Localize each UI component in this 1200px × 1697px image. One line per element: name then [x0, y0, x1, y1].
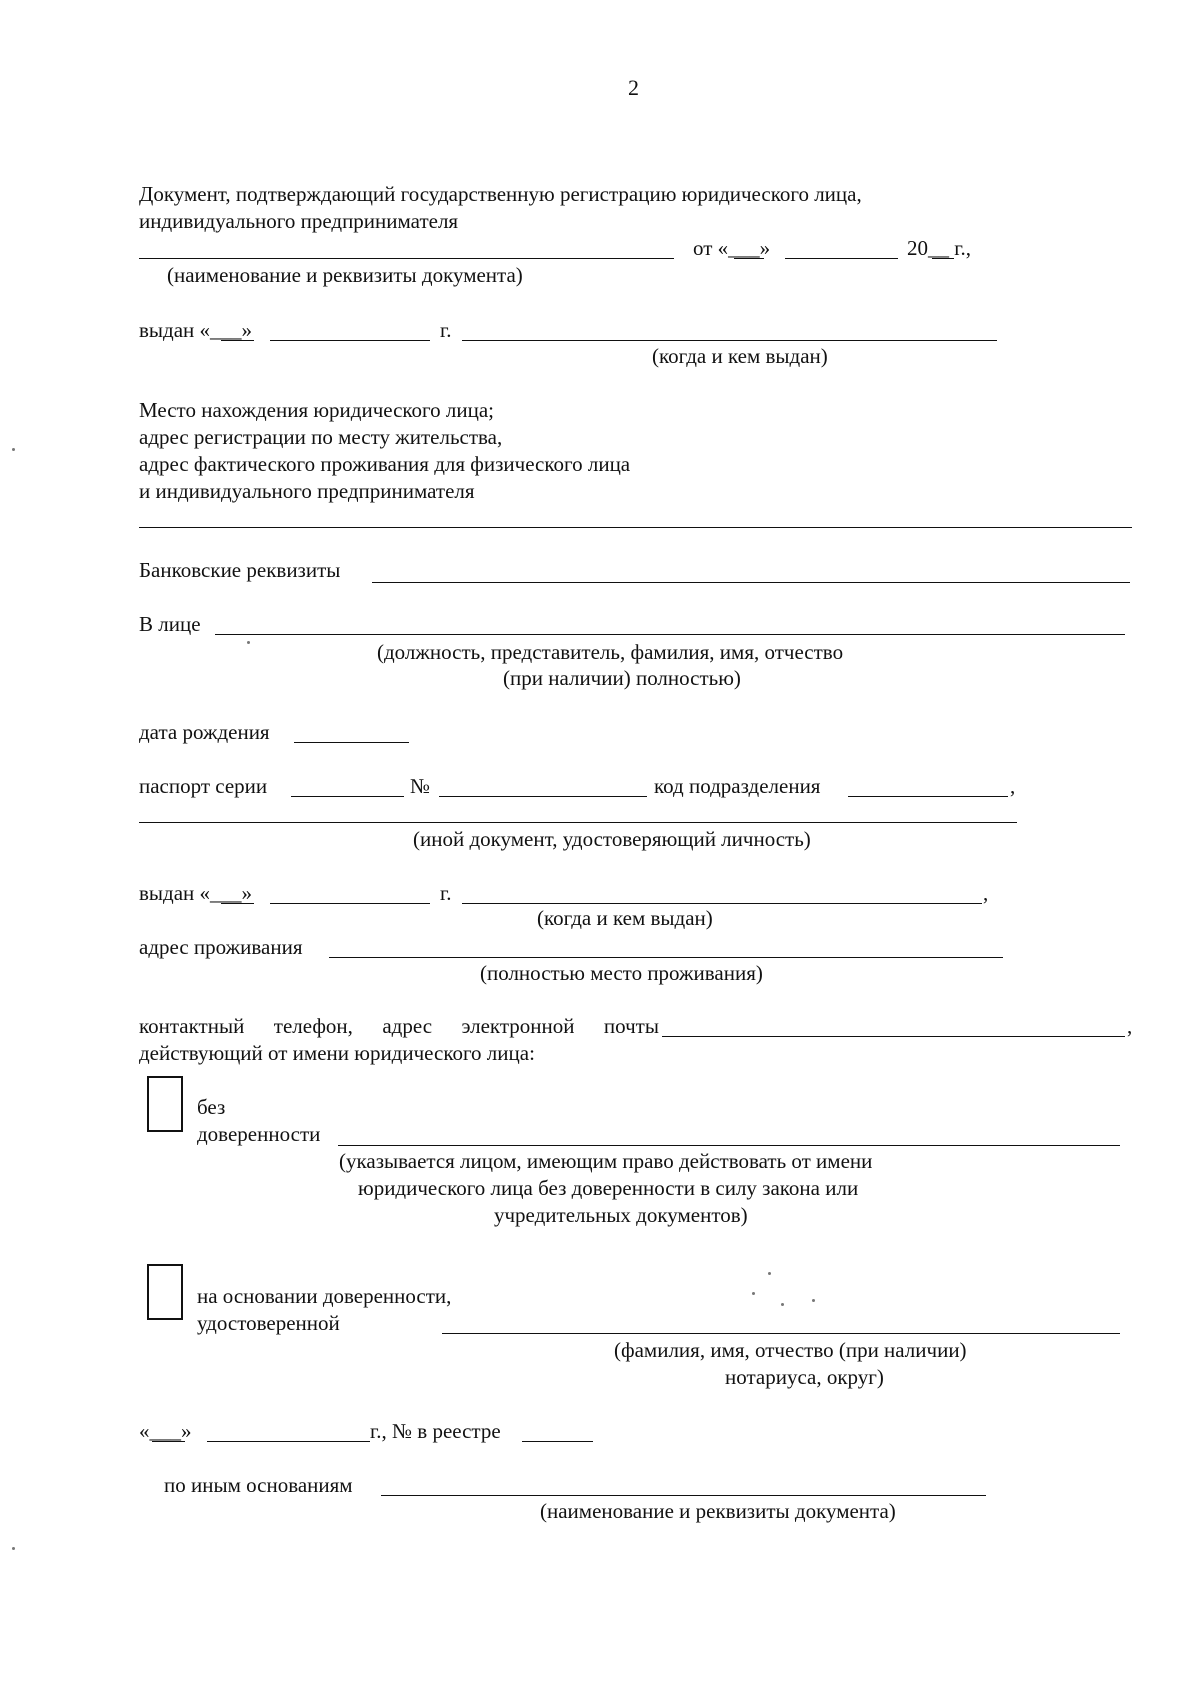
- notary-caption-2: нотариуса, округ): [725, 1365, 884, 1389]
- scan-speck: [12, 448, 15, 451]
- doc-reg-year-field[interactable]: [932, 258, 954, 259]
- issued-2-g: г.: [440, 881, 452, 905]
- contact-comma: ,: [1127, 1014, 1133, 1038]
- contact-word-5: почты: [603, 1014, 659, 1038]
- bank-field[interactable]: [372, 582, 1130, 583]
- residence-field[interactable]: [329, 957, 1003, 958]
- registry-month-field[interactable]: [207, 1441, 370, 1442]
- no-proxy-caption-1: (указывается лицом, имеющим право действовать от имени: [339, 1149, 873, 1173]
- no-proxy-caption-3: учредительных документов): [494, 1203, 748, 1227]
- other-grounds-field[interactable]: [381, 1495, 986, 1496]
- other-id-doc-field[interactable]: [139, 822, 1017, 823]
- passport-comma: ,: [1010, 774, 1016, 798]
- other-grounds-caption: (наименование и реквизиты документа): [540, 1499, 896, 1523]
- no-proxy-checkbox[interactable]: [147, 1076, 183, 1132]
- scan-speck: [768, 1272, 771, 1275]
- proxy-line-1: на основании доверенности,: [197, 1284, 452, 1308]
- registry-quote: «___»: [139, 1419, 192, 1443]
- doc-reg-month-field[interactable]: [785, 258, 898, 259]
- address-line-3: адрес фактического проживания для физического лица: [139, 452, 631, 476]
- doc-reg-line-1: Документ, подтверждающий государственную регистрацию юридического лица,: [139, 182, 862, 206]
- issued-2-label: выдан «___»: [139, 881, 253, 905]
- person-field[interactable]: [215, 634, 1125, 635]
- doc-reg-name-field[interactable]: [139, 258, 674, 259]
- issued-2-by-field[interactable]: [462, 903, 982, 904]
- issued-1-caption: (когда и кем выдан): [652, 344, 828, 368]
- doc-reg-caption: (наименование и реквизиты документа): [167, 263, 523, 287]
- contact-word-2: телефон,: [273, 1014, 353, 1038]
- registry-number-field[interactable]: [522, 1441, 593, 1442]
- contact-label: [139, 1016, 659, 1037]
- other-grounds-label: по иным основаниям: [164, 1473, 353, 1497]
- notary-caption-1: (фамилия, имя, отчество (при наличии): [614, 1338, 967, 1362]
- contact-word-1: контактный: [139, 1014, 245, 1038]
- other-id-doc-caption: (иной документ, удостоверяющий личность): [413, 827, 811, 851]
- passport-number-field[interactable]: [439, 796, 647, 797]
- person-caption-1: (должность, представитель, фамилия, имя, отчество: [377, 640, 844, 664]
- contact-word-4: электронной: [461, 1014, 575, 1038]
- issued-1-by-field[interactable]: [462, 340, 997, 341]
- doc-reg-day-field[interactable]: [734, 258, 764, 259]
- issued-2-comma: ,: [983, 881, 989, 905]
- no-proxy-field[interactable]: [338, 1145, 1120, 1146]
- acting-label: действующий от имени юридического лица:: [139, 1041, 535, 1065]
- scan-speck: [752, 1292, 755, 1295]
- scan-speck: [812, 1299, 815, 1302]
- birth-field[interactable]: [294, 742, 409, 743]
- address-line-1: Место нахождения юридического лица;: [139, 398, 495, 422]
- doc-reg-year-label: 20__ г.,: [907, 236, 971, 260]
- issued-2-day-field[interactable]: [221, 903, 254, 904]
- doc-reg-ot-label: от «___»: [693, 236, 771, 260]
- registry-day-field[interactable]: [152, 1441, 185, 1442]
- passport-series-field[interactable]: [291, 796, 404, 797]
- scan-speck: [247, 641, 250, 644]
- issued-1-label: выдан «___»: [139, 318, 253, 342]
- proxy-line-2: удостоверенной: [197, 1311, 340, 1335]
- passport-code-label: код подразделения: [654, 774, 821, 798]
- no-proxy-caption-2: юридического лица без доверенности в силу закона или: [358, 1176, 859, 1200]
- address-line-2: адрес регистрации по месту жительства,: [139, 425, 503, 449]
- address-line-4: и индивидуального предпринимателя: [139, 479, 475, 503]
- passport-series-label: паспорт серии: [139, 774, 268, 798]
- residence-label: адрес проживания: [139, 935, 303, 959]
- person-caption-2: (при наличии) полностью): [503, 666, 741, 690]
- proxy-checkbox[interactable]: [147, 1264, 183, 1320]
- contact-word-3: адрес: [382, 1014, 433, 1038]
- passport-number-label: №: [410, 774, 431, 798]
- residence-caption: (полностью место проживания): [480, 961, 763, 985]
- scan-speck: [12, 1547, 15, 1550]
- person-label: В лице: [139, 612, 201, 636]
- contact-field[interactable]: [662, 1036, 1125, 1037]
- address-field[interactable]: [139, 527, 1132, 528]
- issued-2-month-field[interactable]: [270, 903, 430, 904]
- no-proxy-line-2: доверенности: [197, 1122, 321, 1146]
- issued-1-month-field[interactable]: [270, 340, 430, 341]
- doc-reg-line-2: индивидуального предпринимателя: [139, 209, 459, 233]
- issued-1-day-field[interactable]: [221, 340, 254, 341]
- bank-label: Банковские реквизиты: [139, 558, 341, 582]
- passport-code-field[interactable]: [848, 796, 1008, 797]
- scan-speck: [781, 1303, 784, 1306]
- issued-2-caption: (когда и кем выдан): [537, 906, 713, 930]
- page-number: 2: [628, 75, 639, 100]
- birth-label: дата рождения: [139, 720, 270, 744]
- notary-field[interactable]: [442, 1333, 1120, 1334]
- no-proxy-line-1: без: [197, 1095, 226, 1119]
- registry-label: г., № в реестре: [370, 1419, 501, 1443]
- issued-1-g: г.: [440, 318, 452, 342]
